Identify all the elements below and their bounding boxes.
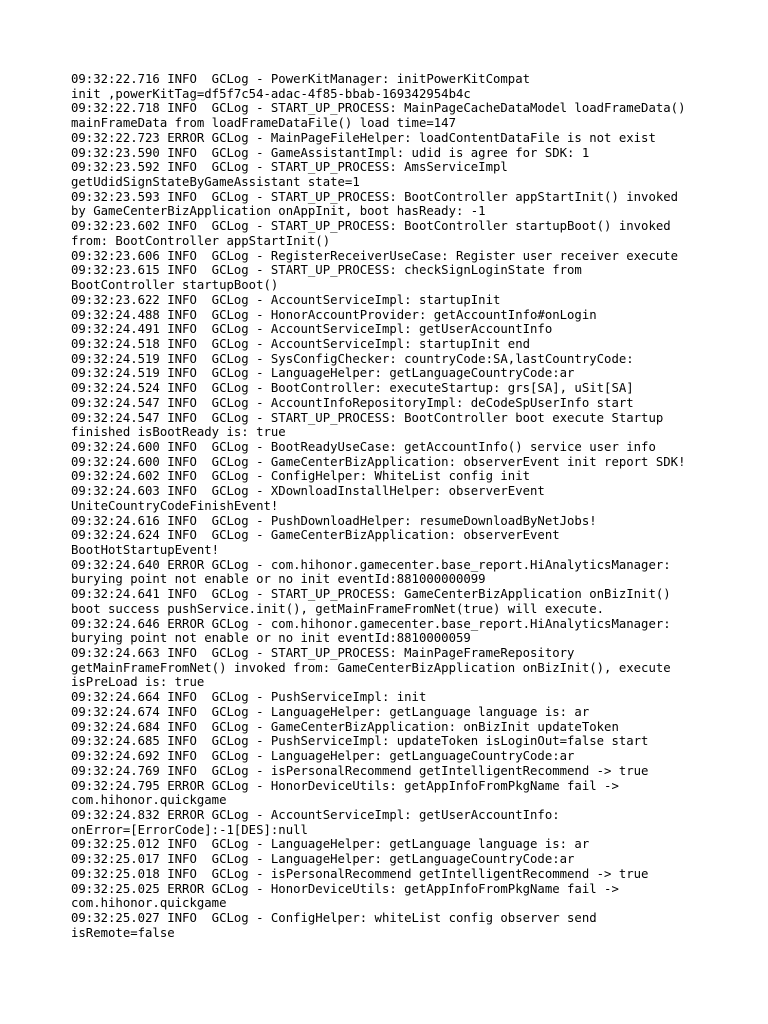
log-text: 09:32:22.716 INFO GCLog - PowerKitManager: initPowerKitCompat init ,powerKitTag=df5f7c54-adac-4f85-bbab-169342954b4c 09:32:22.718 INFO GCLog - START_UP_PROCESS: MainPageCacheDataModel loadFrameData() mainFrameData from loadFrameDataFile() load time=147 09:32:22.723 ERROR GCLog - MainPageFileHelper: loadContentDataFile is not exist 09:32:23.590 INFO GCLog - GameAssistantImpl: udid is agree for SDK: 1 09:32:23.592 INFO GCLog - START_UP_PROCESS: AmsServiceImpl getUdidSignStateByGameAssistant state=1 09:32:23.593 INFO GCLog - START_UP_PROCESS: BootController appStartInit() invoked by GameCenterBizApplication onAppInit, boot hasReady: -1 09:32:23.602 INFO GCLog - START_UP_PROCESS: BootController startupBoot() invoked from: BootController appStartInit() 09:32:23.606 INFO GCLog - RegisterReceiverUseCase: Register user receiver execute 09:32:23.615 INFO GCLog - START_UP_PROCESS: checkSignLoginState from BootController startupBoot() 09:32:23.622 INFO GCLog - AccountServiceImpl: startupInit 09:32:24.488 INFO GCLog - HonorAccountProvider: getAccountInfo#onLogin 09:32:24.491 INFO GCLog - AccountServiceImpl: getUserAccountInfo 09:32:24.518 INFO GCLog - AccountServiceImpl: startupInit end 09:32:24.519 INFO GCLog - SysConfigChecker: countryCode:SA,lastCountryCode: 09:32:24.519 INFO GCLog - LanguageHelper: getLanguageCountryCode:ar 09:32:24.524 INFO GCLog - BootController: executeStartup: grs[SA], uSit[SA] 09:32:24.547 INFO GCLog - AccountInfoRepositoryImpl: deCodeSpUserInfo start 09:32:24.547 INFO GCLog - START_UP_PROCESS: BootController boot execute Startup finished isBootReady is: true 09:32:24.600 INFO GCLog - BootReadyUseCase: getAccountInfo() service user info 09:32:24.600 INFO GCLog - GameCenterBizApplication: observerEvent init report SDK! 09:32:24.602 INFO GCLog - ConfigHelper: WhiteList config init 09:32:24.603 INFO GCLog - XDownloadInstallHelper: observerEvent UniteCountryCodeFinishEvent! 09:32:24.616 INFO GCLog - PushDownloadHelper: resumeDownloadByNetJobs! 09:32:24.624 INFO GCLog - GameCenterBizApplication: observerEvent BootHotStartupEvent! 09:32:24.640 ERROR GCLog - com.hihonor.gamecenter.base_report.HiAnalyticsManager: burying point not enable or no init eventId:881000000099 09:32:24.641 INFO GCLog - START_UP_PROCESS: GameCenterBizApplication onBizInit() boot success pushService.init(), getMainFrameFromNet(true) will execute. 09:32:24.646 ERROR GCLog - com.hihonor.gamecenter.base_report.HiAnalyticsManager: burying point not enable or no init eventId:8810000059 09:32:24.663 INFO GCLog - START_UP_PROCESS: MainPageFrameRepository getMainFrameFromNet() invoked from: GameCenterBizApplication onBizInit(), execute isPreLoad is: true 09:32:24.664 INFO GCLog - PushServiceImpl: init 09:32:24.674 INFO GCLog - LanguageHelper: getLanguage language is: ar 09:32:24.684 INFO GCLog - GameCenterBizApplication: onBizInit updateToken 09:32:24.685 INFO GCLog - PushServiceImpl: updateToken isLoginOut=false start 09:32:24.692 INFO GCLog - LanguageHelper: getLanguageCountryCode:ar 09:32:24.769 INFO GCLog - isPersonalRecommend getIntelligentRecommend -> true 09:32:24.795 ERROR GCLog - HonorDeviceUtils: getAppInfoFromPkgName fail -> com.hihonor.quickgame 09:32:24.832 ERROR GCLog - AccountServiceImpl: getUserAccountInfo: onError=[ErrorCode]:-1[DES]:null 09:32:25.012 INFO GCLog - LanguageHelper: getLanguage language is: ar 09:32:25.017 INFO GCLog - LanguageHelper: getLanguageCountryCode:ar 09:32:25.018 INFO GCLog - isPersonalRecommend getIntelligentRecommend -> true 09:32:25.025 ERROR GCLog - HonorDeviceUtils: getAppInfoFromPkgName fail -> com.hihonor.quickgame 09:32:25.027 INFO GCLog - ConfigHelper: whiteList config observer send isRemote=false [71,72,686,940]
